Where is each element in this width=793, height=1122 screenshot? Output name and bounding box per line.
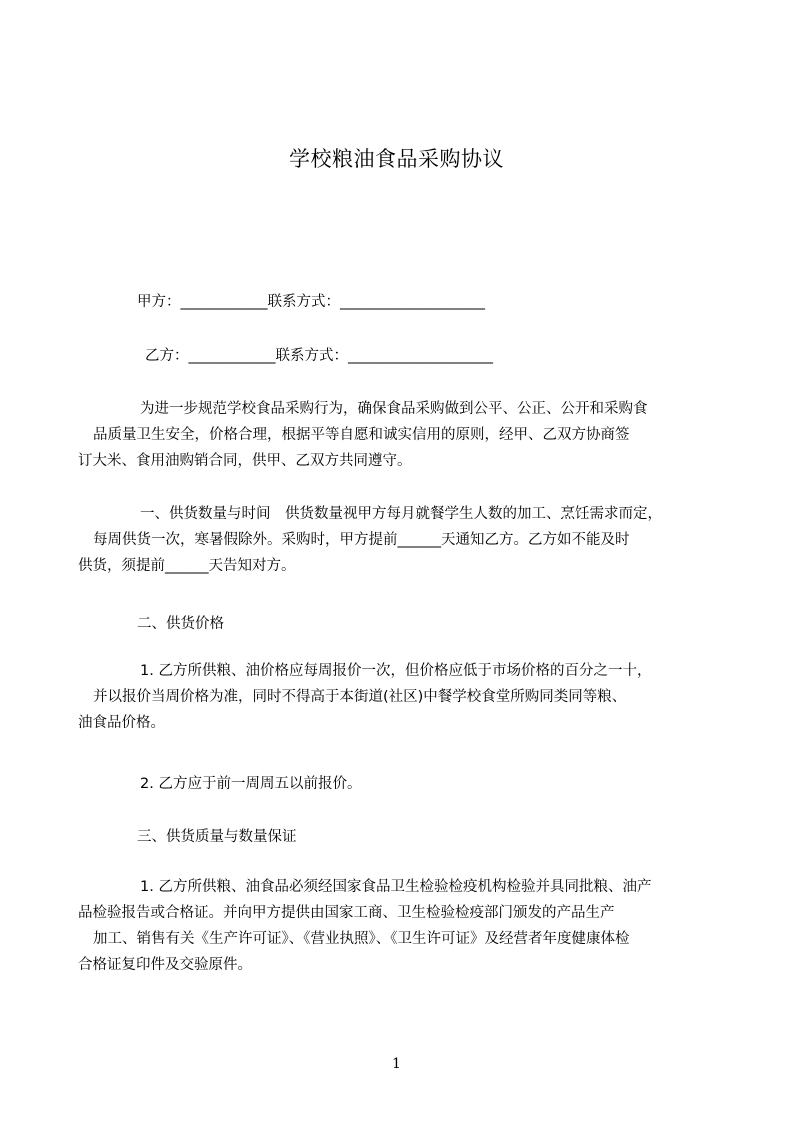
section-3-heading: 三、供货质量与数量保证 (137, 829, 297, 845)
text-line: 订大米、食用油购销合同，供甲、乙双方共同遵守。 (78, 453, 412, 469)
text-line: 并以报价当周价格为准，同时不得高于本街道(社区)中餐学校食堂所购同类同等粮、 (93, 689, 627, 705)
text-line: 加工、销售有关《生产许可证》、《营业执照》、《卫生许可证》及经营者年度健康体检 (93, 931, 630, 947)
text-line: 一、供货数量与时间 供货数量视甲方每月就餐学生人数的加工、烹饪需求而定， (140, 506, 662, 522)
text-line: 品检验报告或合格证。并向甲方提供由国家工商、卫生检验检疫部门颁发的产品生产 (78, 905, 615, 921)
section-2-item-1 (78, 658, 710, 736)
document-title: 学校粮油食品采购协议 (289, 147, 504, 171)
text-line: 品质量卫生安全，价格合理，根据平等自愿和诚实信用的原则，经甲、乙双方协商签 (93, 427, 630, 443)
text-line: 油食品价格。 (78, 715, 165, 731)
section-3-item-1 (78, 874, 710, 978)
text-line: 供货，须提前______天告知对方。 (78, 558, 296, 574)
text-line: 1. 乙方所供粮、油食品必须经国家食品卫生检验检疫机构检验并具同批粮、油产 (140, 879, 652, 895)
page-number: 1 (392, 1056, 401, 1072)
intro-paragraph (78, 396, 710, 474)
text-line: 为进一步规范学校食品采购行为，确保食品采购做到公平、公正、公开和采购食 (140, 401, 648, 417)
text-line: 每周供货一次，寒暑假除外。采购时，甲方提前______天通知乙方。乙方如不能及时 (93, 532, 630, 548)
text-line: 合格证复印件及交验原件。 (78, 957, 252, 973)
section-2-heading: 二、供货价格 (137, 616, 224, 632)
party-a-line: 甲方：____________联系方式：____________________ (137, 294, 485, 310)
section-1-paragraph (78, 501, 710, 579)
text-line: 1. 乙方所供粮、油价格应每周报价一次，但价格应低于市场价格的百分之一十， (140, 663, 652, 679)
section-2-item-2: 2. 乙方应于前一周周五以前报价。 (140, 776, 362, 792)
party-b-line: 乙方：____________联系方式：____________________ (145, 348, 493, 364)
